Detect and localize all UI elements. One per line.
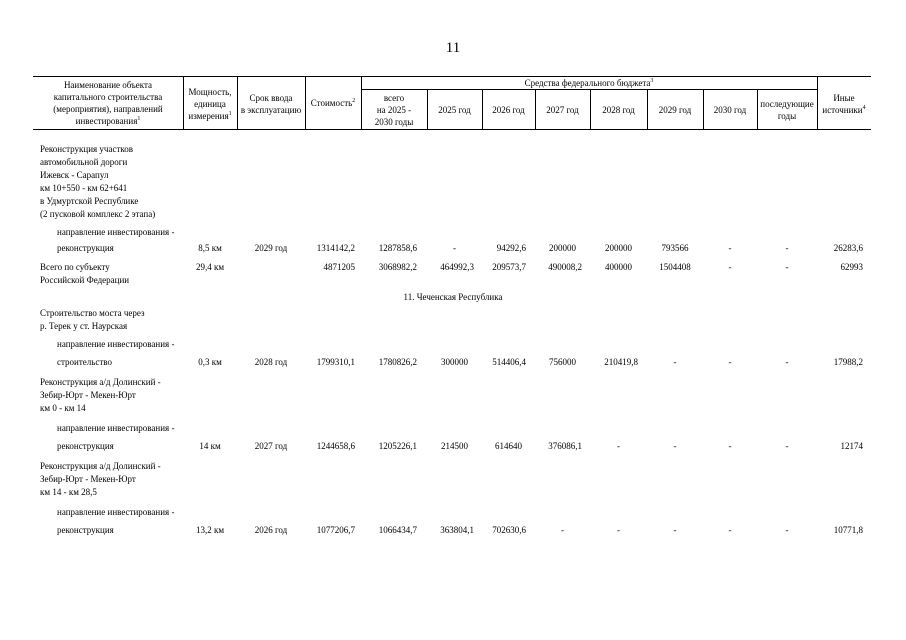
header-total: всего на 2025 - 2030 годы bbox=[374, 93, 414, 127]
cell-commission: 2028 год bbox=[254, 357, 288, 367]
cell-2025: 214500 bbox=[441, 441, 468, 451]
cell-cost: 1799310,1 bbox=[316, 357, 355, 367]
cell-cost: 1314142,2 bbox=[316, 243, 355, 253]
cell-2030: - bbox=[728, 525, 732, 535]
cell-cost: 1077206,7 bbox=[316, 525, 355, 535]
header-2029: 2029 год bbox=[658, 105, 692, 115]
header-capacity: Мощность, единица измерения$^1$ bbox=[188, 87, 232, 121]
cell-total: 1780826,2 bbox=[378, 357, 417, 367]
cell-cost: 4871205 bbox=[323, 262, 355, 272]
cell-capacity: 8,5 км bbox=[198, 243, 222, 253]
cell-subsequent: - bbox=[785, 262, 789, 272]
header-2026: 2026 год bbox=[492, 105, 525, 115]
cell-2026: 702630,6 bbox=[492, 525, 526, 535]
header-name: Наименование объекта капитального строительства (мероприятия), направлений инвестирования$^1$ bbox=[53, 80, 163, 126]
investment-type: реконструкция bbox=[57, 243, 114, 253]
investment-direction-label: направление инвестирования - bbox=[57, 227, 175, 237]
object-name: Реконструкция участков автомобильной дороги Ижевск - Сарапул км 10+550 - км 62+641 в Удмуртской Республике (2 пусковой комплекс 2 этапа) bbox=[40, 144, 156, 219]
header-cost: Стоимость$^2$ bbox=[310, 98, 356, 108]
cell-2029: 1504408 bbox=[659, 262, 691, 272]
header-2025: 2025 год bbox=[438, 105, 471, 115]
cell-2030: - bbox=[728, 441, 732, 451]
cell-2027: 756000 bbox=[549, 357, 576, 367]
investment-type: реконструкция bbox=[57, 525, 114, 535]
cell-capacity: 14 км bbox=[199, 441, 221, 451]
header-2028: 2028 год bbox=[602, 105, 635, 115]
cell-2030: - bbox=[728, 243, 732, 253]
cell-subsequent: - bbox=[785, 357, 789, 367]
cell-2029: - bbox=[673, 525, 677, 535]
cell-2025: 363804,1 bbox=[440, 525, 474, 535]
cell-2028: 200000 bbox=[605, 243, 632, 253]
cell-2029: - bbox=[673, 441, 677, 451]
investment-direction-label: направление инвестирования - bbox=[57, 339, 175, 349]
cell-subsequent: - bbox=[785, 441, 789, 451]
cell-commission: 2029 год bbox=[254, 243, 288, 253]
investment-direction-label: направление инвестирования - bbox=[57, 423, 175, 433]
cell-2027: - bbox=[561, 525, 564, 535]
cell-2026: 614640 bbox=[495, 441, 522, 451]
cell-other: 17988,2 bbox=[833, 357, 863, 367]
cell-total: 3068982,2 bbox=[378, 262, 417, 272]
cell-other: 62993 bbox=[840, 262, 863, 272]
cell-capacity: 13,2 км bbox=[195, 525, 225, 535]
cell-2025: 300000 bbox=[441, 357, 468, 367]
cell-2027: 200000 bbox=[549, 243, 576, 253]
cell-2028: 400000 bbox=[605, 262, 632, 272]
header-2030: 2030 год bbox=[713, 105, 747, 115]
cell-2029: - bbox=[673, 357, 677, 367]
header-federal-budget: Средства федерального бюджета$^3$ bbox=[524, 78, 654, 88]
header-2027: 2027 год bbox=[546, 105, 579, 115]
cell-2025: - bbox=[453, 243, 456, 253]
header-subsequent: последующие годы bbox=[760, 99, 814, 121]
cell-subsequent: - bbox=[785, 243, 789, 253]
object-name: Строительство моста через р. Терек у ст. Наурская bbox=[40, 308, 145, 331]
header-bottom-rule bbox=[33, 129, 871, 130]
section-title: 11. Чеченская Республика bbox=[403, 292, 503, 302]
cell-2030: - bbox=[728, 262, 732, 272]
cell-2028: 210419,8 bbox=[604, 357, 638, 367]
cell-total: 1287858,6 bbox=[378, 243, 417, 253]
investment-direction-label: направление инвестирования - bbox=[57, 507, 175, 517]
cell-2026: 209573,7 bbox=[492, 262, 526, 272]
cell-total: 1205226,1 bbox=[378, 441, 417, 451]
header-other-sources: Иные источники$^4$ bbox=[822, 93, 866, 115]
cell-subsequent: - bbox=[785, 525, 789, 535]
cell-total: 1066434,7 bbox=[378, 525, 417, 535]
cell-2026: 514406,4 bbox=[492, 357, 526, 367]
cell-other: 10771,8 bbox=[833, 525, 863, 535]
cell-2027: 376086,1 bbox=[548, 441, 582, 451]
object-name: Реконструкция а/д Долинский - Зебир-Юрт - Мекен-Юрт км 14 - км 28,5 bbox=[40, 461, 161, 497]
cell-commission: 2026 год bbox=[254, 525, 288, 535]
investment-type: реконструкция bbox=[57, 441, 114, 451]
header-commission: Срок ввода в эксплуатацию bbox=[240, 93, 302, 115]
cell-commission: 2027 год bbox=[254, 441, 288, 451]
investment-type: строительство bbox=[57, 357, 112, 367]
cell-2027: 490008,2 bbox=[548, 262, 582, 272]
cell-capacity: 0,3 км bbox=[198, 357, 222, 367]
cell-other: 26283,6 bbox=[833, 243, 863, 253]
page-number: 11 bbox=[445, 40, 461, 56]
cell-2026: 94292,6 bbox=[496, 243, 526, 253]
subject-total-label: Всего по субъекту Российской Федерации bbox=[40, 262, 130, 285]
cell-cost: 1244658,6 bbox=[316, 441, 355, 451]
cell-2028: - bbox=[617, 441, 620, 451]
cell-other: 12174 bbox=[840, 441, 863, 451]
cell-2029: 793566 bbox=[661, 243, 689, 253]
cell-2025: 464992,3 bbox=[440, 262, 474, 272]
federal-subheader-rule bbox=[361, 89, 817, 90]
object-name: Реконструкция а/д Долинский - Зебир-Юрт - Мекен-Юрт км 0 - км 14 bbox=[40, 377, 161, 413]
cell-capacity: 29,4 км bbox=[195, 262, 225, 272]
cell-2030: - bbox=[728, 357, 732, 367]
cell-2028: - bbox=[617, 525, 620, 535]
